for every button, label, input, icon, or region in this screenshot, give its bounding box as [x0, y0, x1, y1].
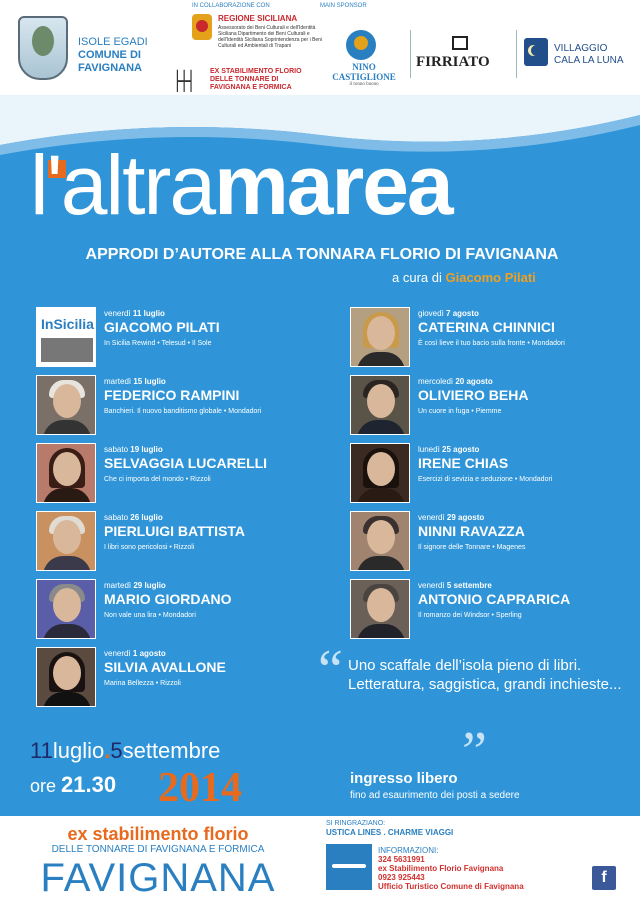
villaggio-label: VILLAGGIO CALA LA LUNA — [554, 43, 624, 66]
author-photo — [350, 307, 410, 367]
event-name: SILVIA AVALLONE — [104, 659, 226, 675]
comune-crest-icon — [18, 16, 68, 80]
close-quote-icon: ” — [462, 721, 487, 783]
footer — [0, 816, 640, 914]
main-title — [30, 140, 452, 230]
header — [0, 0, 640, 95]
moon-logo-icon — [524, 38, 548, 66]
footer-venue: ex stabilimento florio — [67, 824, 249, 844]
author-photo — [36, 579, 96, 639]
regione-logo-icon — [192, 14, 212, 40]
insicilia-cover: InSicilia — [36, 307, 96, 367]
subtitle: APPRODI D’AUTORE ALLA TONNARA FLORIO DI FAVIGNANA — [85, 246, 559, 263]
divider — [410, 30, 411, 78]
event-book: Un cuore in fuga • Piemme — [418, 408, 502, 415]
altramarea-logo-icon — [326, 844, 372, 890]
footer-venue-sub: DELLE TONNARE DI FAVIGNANA E FORMICA — [51, 844, 265, 855]
event-name: IRENE CHIAS — [418, 455, 509, 471]
comune-label — [78, 36, 148, 75]
event-name: ANTONIO CAPRARICA — [418, 591, 571, 607]
event-book: I libri sono pericolosi • Rizzoli — [104, 544, 195, 551]
event-name: SELVAGGIA LUCARELLI — [104, 455, 268, 471]
event-book: Il romanzo dei Windsor • Sperling — [418, 612, 522, 619]
author-photo — [350, 443, 410, 503]
comune-line1: ISOLE EGADI — [78, 36, 148, 48]
quote-text: Uno scaffale dell’isola pieno di libri. Letteratura, saggistica, grandi inchieste... — [348, 657, 622, 693]
sponsor-label: MAIN SPONSOR — [320, 3, 367, 9]
event-item: mercoledì 20 agosto OLIVIERO BEHA Un cuore in fuga • Piemme — [350, 375, 640, 435]
firriato-label: FIRRIATO — [416, 54, 490, 70]
exstab-label: EX STABILIMENTO FLORIO DELLE TONNARE DI FAVIGNANA E FORMICA — [210, 68, 302, 91]
event-book: Il signore delle Tonnare • Magenes — [418, 544, 526, 551]
event-item: martedì 29 luglio MARIO GIORDANO Non vale una lira • Mondadori — [36, 579, 336, 639]
regione-title: REGIONE SICILIANA — [218, 14, 298, 23]
event-book: Non vale una lira • Mondadori — [104, 612, 196, 619]
title-light: l'altra — [30, 138, 215, 232]
event-year: 2014 — [158, 765, 242, 811]
thanks-sponsors: USTICA LINES . CHARME VIAGGI — [326, 828, 454, 837]
comune-line2: COMUNE DI — [78, 49, 141, 61]
ingresso-libero: ingresso libero — [350, 770, 458, 787]
event-name: PIERLUIGI BATTISTA — [104, 523, 246, 539]
facebook-icon[interactable]: f — [592, 866, 616, 890]
event-item: venerdì 1 agosto SILVIA AVALLONE Marina Bellezza • Rizzoli — [36, 647, 336, 707]
author-photo — [36, 647, 96, 707]
author-photo — [350, 375, 410, 435]
nino-label: NINO CASTIGLIONE il tonno buono — [332, 62, 396, 87]
event-item: venerdì 29 agosto NINNI RAVAZZA Il signore delle Tonnare • Magenes — [350, 511, 640, 571]
event-name: NINNI RAVAZZA — [418, 523, 525, 539]
event-item: InSicilia venerdì 11 luglio GIACOMO PILATI In Sicilia Rewind • Telesud • Il Sole — [36, 307, 336, 367]
curator: a cura di Giacomo Pilati — [392, 270, 536, 285]
event-book: È così lieve il tuo bacio sulla fronte • Mondadori — [418, 340, 565, 347]
event-item: martedì 15 luglio FEDERICO RAMPINI Banchieri. Il nuovo banditismo globale • Mondadori — [36, 375, 336, 435]
thanks-label: SI RINGRAZIANO: — [326, 820, 386, 827]
author-photo — [350, 579, 410, 639]
collab-label: IN COLLABORAZIONE CON — [192, 3, 270, 9]
event-dates: 11luglio.5settembre — [30, 738, 221, 763]
event-item: sabato 26 luglio PIERLUIGI BATTISTA I libri sono pericolosi • Rizzoli — [36, 511, 336, 571]
divider — [516, 30, 517, 78]
info-block: INFORMAZIONI: 324 5631991 ex Stabilimento Florio Favignana 0923 925443 Ufficio Turistico Comune di Favignana — [378, 846, 524, 891]
event-name: CATERINA CHINNICI — [418, 319, 555, 335]
regione-block — [218, 14, 328, 49]
title-bold: marea — [214, 138, 452, 232]
open-quote-icon: “ — [318, 639, 343, 701]
event-book: Marina Bellezza • Rizzoli — [104, 680, 181, 687]
event-book: In Sicilia Rewind • Telesud • Il Sole — [104, 340, 212, 347]
footer-town: FAVIGNANA — [40, 856, 276, 900]
event-item: lunedì 25 agosto IRENE CHIAS Esercizi di sevizia e seduzione • Mondadori — [350, 443, 640, 503]
event-book: Banchieri. Il nuovo banditismo globale • Mondadori — [104, 408, 262, 415]
fino-label: fino ad esaurimento dei posti a sedere — [350, 790, 520, 801]
comune-line3: FAVIGNANA — [78, 62, 142, 74]
event-name: FEDERICO RAMPINI — [104, 387, 240, 403]
firriato-logo-icon — [452, 36, 468, 50]
event-time: ore 21.30 — [30, 772, 117, 797]
event-item: giovedì 7 agosto CATERINA CHINNICI È così lieve il tuo bacio sulla fronte • Mondadori — [350, 307, 640, 367]
author-photo — [36, 443, 96, 503]
regione-small: Assessorato dei Beni Culturali e dell'Identità Siciliana Dipartimento dei Beni Culturali e dell'Identità Siciliana Soprintendenza per i Beni Culturali ed Ambientali di Trapani — [218, 25, 323, 49]
event-item: venerdì 5 settembre ANTONIO CAPRARICA Il romanzo dei Windsor • Sperling — [350, 579, 640, 639]
author-photo — [36, 511, 96, 571]
event-item: sabato 19 luglio SELVAGGIA LUCARELLI Che ci importa del mondo • Rizzoli — [36, 443, 336, 503]
author-photo — [350, 511, 410, 571]
event-book: Esercizi di sevizia e seduzione • Mondadori — [418, 476, 553, 483]
nino-logo-icon — [346, 30, 376, 60]
author-photo — [36, 375, 96, 435]
event-name: MARIO GIORDANO — [104, 591, 232, 607]
event-name: OLIVIERO BEHA — [418, 387, 529, 403]
event-book: Che ci importa del mondo • Rizzoli — [104, 476, 211, 483]
event-name: GIACOMO PILATI — [104, 319, 220, 335]
tonnara-logo-icon: |-|-| — [175, 67, 191, 93]
curator-name: Giacomo Pilati — [445, 270, 536, 285]
